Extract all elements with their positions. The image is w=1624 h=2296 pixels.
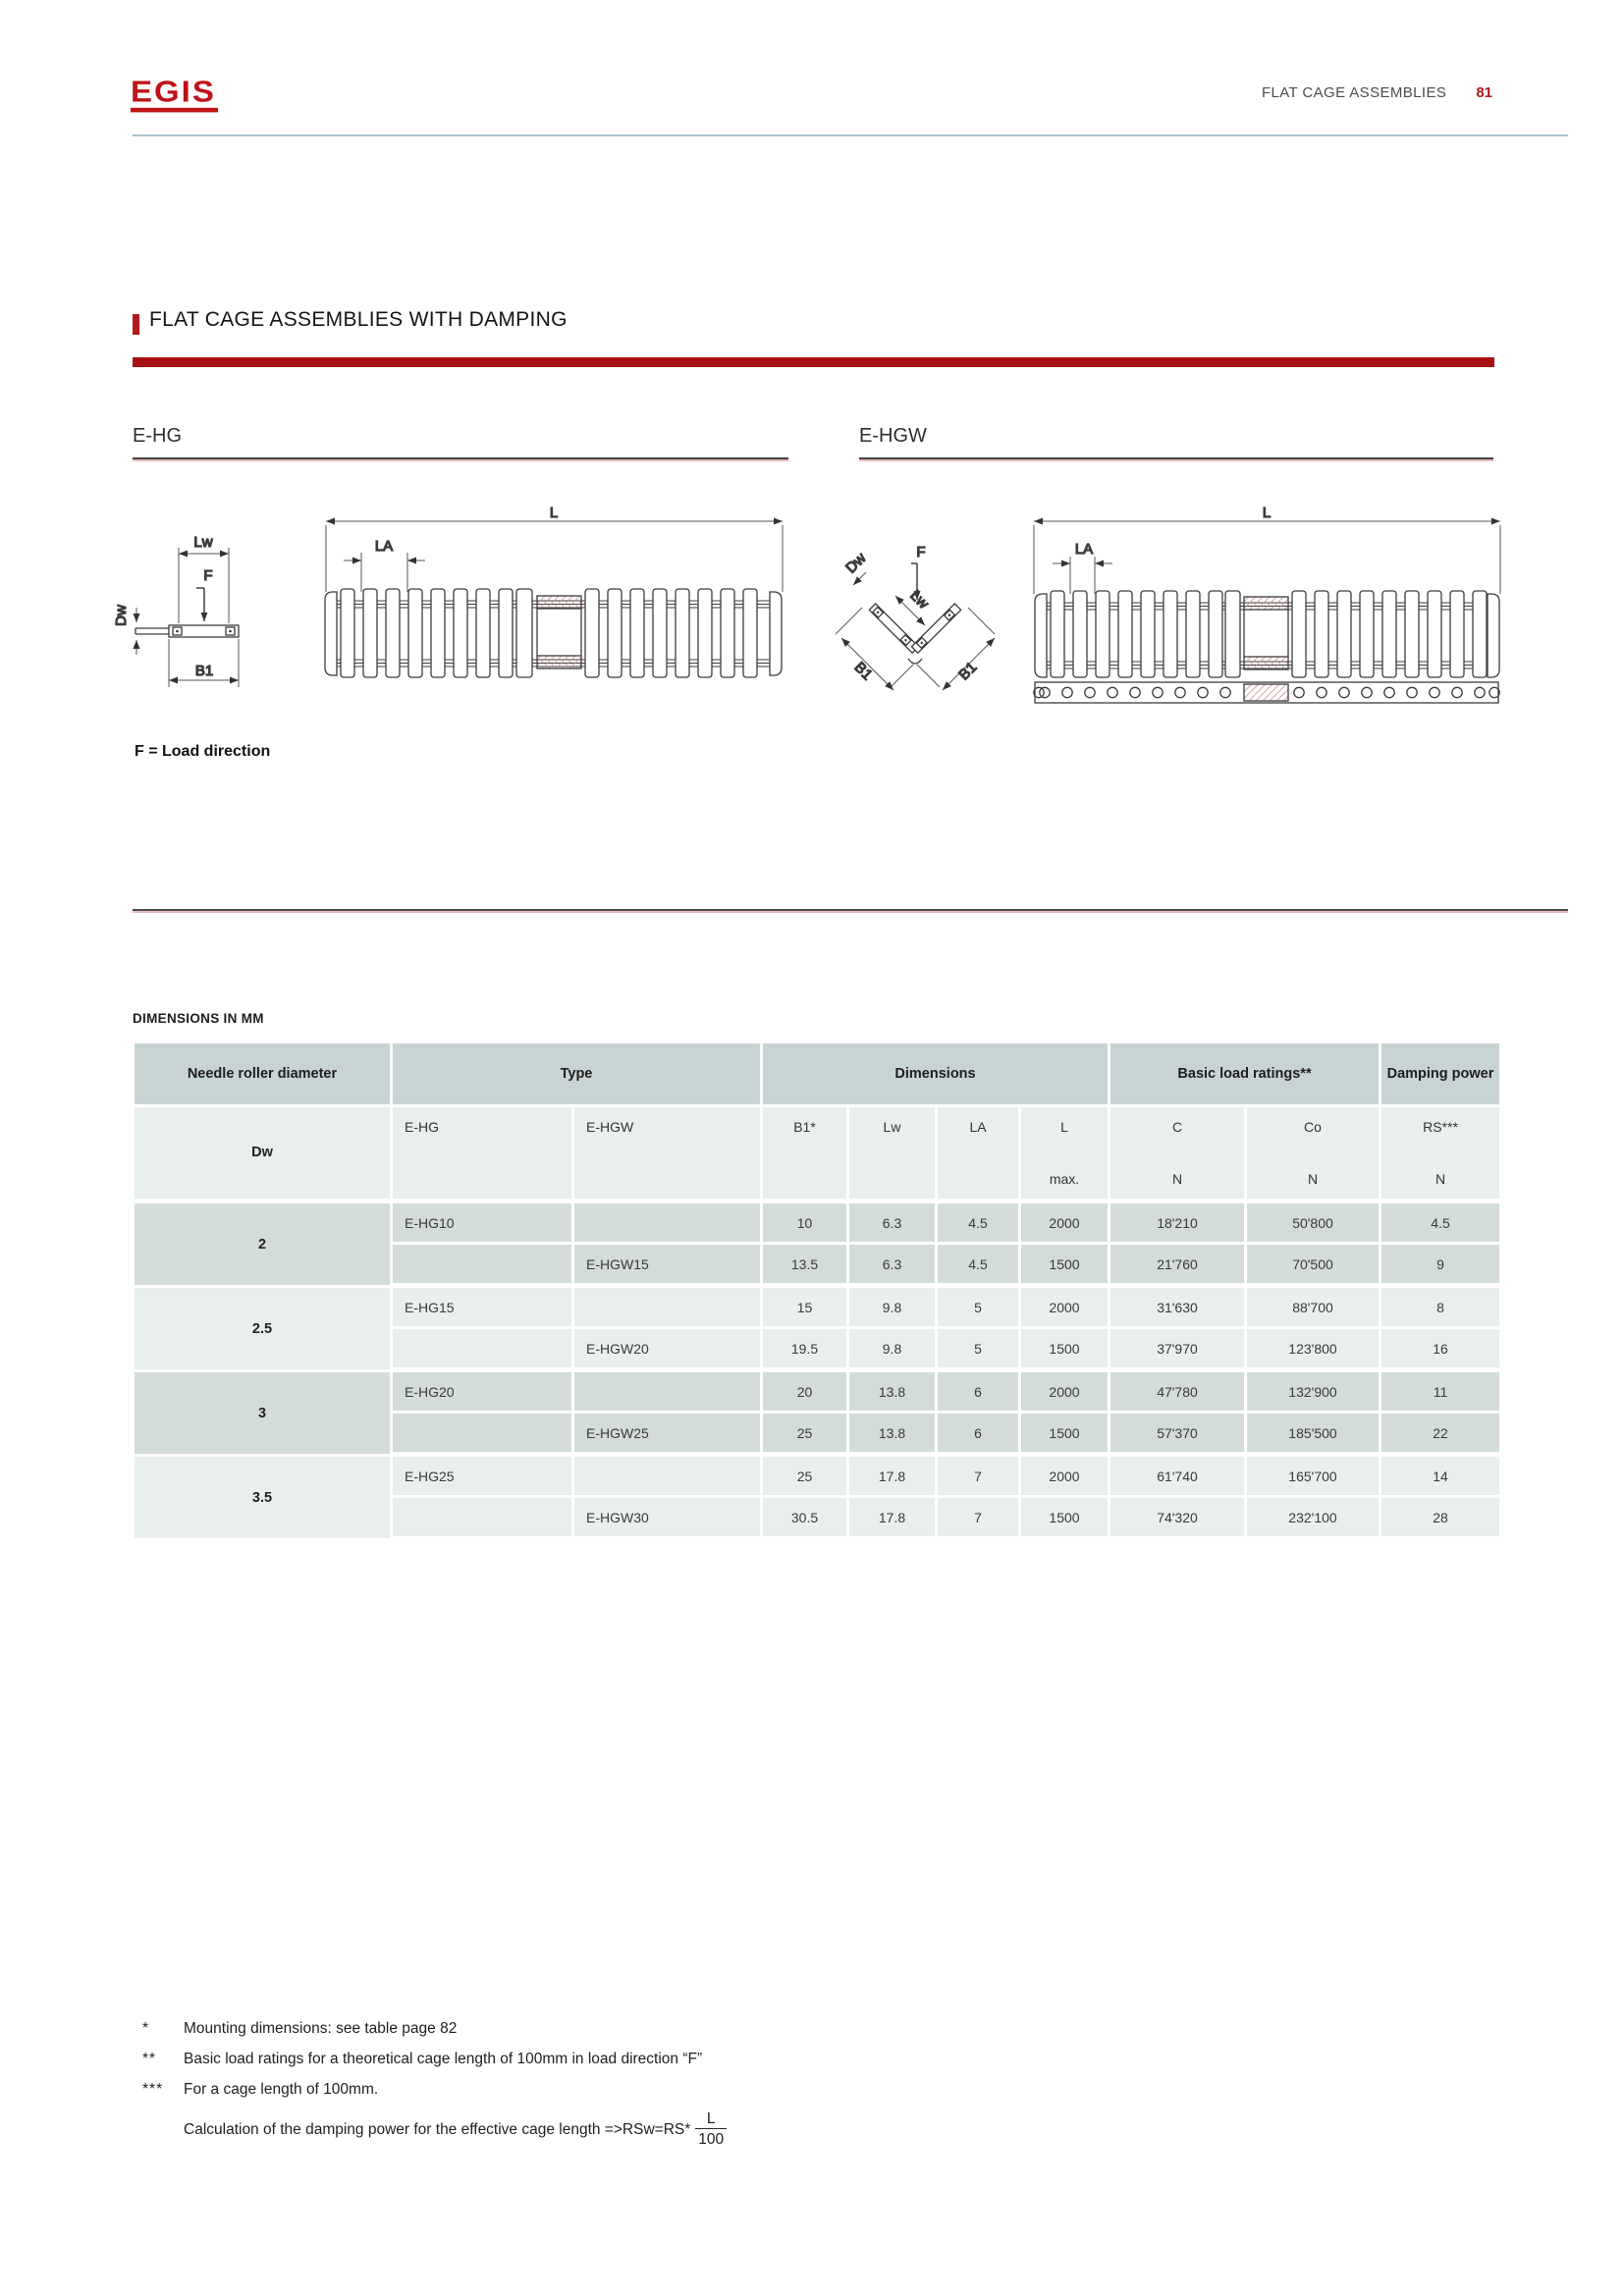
cell-c: 31'630 bbox=[1110, 1288, 1247, 1329]
cell-dw: 2.5 bbox=[135, 1288, 393, 1372]
cell-lw: 9.8 bbox=[849, 1288, 938, 1329]
colgroup-damping-power: Damping power bbox=[1381, 1043, 1502, 1107]
cell-ehg-type bbox=[393, 1245, 574, 1288]
colgroup-needle-roller-diameter: Needle roller diameter bbox=[135, 1043, 393, 1107]
footnote-marker: *** bbox=[142, 2081, 164, 2098]
ehg-heading: E-HG bbox=[133, 425, 182, 447]
cell-ehgw-type: E-HGW30 bbox=[574, 1498, 763, 1541]
cell-ehg-type bbox=[393, 1329, 574, 1372]
ehgw-cross-section bbox=[836, 544, 995, 690]
cell-l: 2000 bbox=[1021, 1457, 1110, 1498]
ehgw-dim-f: F bbox=[916, 544, 926, 561]
cell-l: 1500 bbox=[1021, 1498, 1110, 1541]
mid-divider bbox=[133, 909, 1568, 911]
footnote-marker: ** bbox=[142, 2051, 157, 2067]
formula-fraction bbox=[695, 2109, 727, 2149]
formula-numerator: L bbox=[706, 2110, 716, 2127]
subheader-b1: B1* bbox=[763, 1107, 849, 1203]
subheader-l: L max. bbox=[1021, 1107, 1110, 1203]
footnote-item bbox=[142, 2018, 1026, 2039]
colgroup-dimensions: Dimensions bbox=[763, 1043, 1110, 1107]
table-row bbox=[135, 1203, 1502, 1245]
header-divider bbox=[133, 134, 1568, 136]
running-header bbox=[982, 84, 1492, 101]
colgroup-type: Type bbox=[393, 1043, 763, 1107]
subheader-co-unit: N bbox=[1307, 1171, 1319, 1187]
subheader-co: Co N bbox=[1247, 1107, 1381, 1203]
cell-c: 57'370 bbox=[1110, 1414, 1247, 1457]
ehgw-dim-dw: Dw bbox=[842, 550, 870, 577]
cell-lw: 9.8 bbox=[849, 1329, 938, 1372]
cell-rs: 4.5 bbox=[1381, 1203, 1502, 1245]
cell-ehg-type: E-HG15 bbox=[393, 1288, 574, 1329]
cell-co: 232'100 bbox=[1247, 1498, 1381, 1541]
table-title: DIMENSIONS IN MM bbox=[133, 1011, 264, 1026]
cell-co: 70'500 bbox=[1247, 1245, 1381, 1288]
ehg-dim-l: L bbox=[549, 506, 559, 521]
table-row bbox=[135, 1457, 1502, 1498]
cell-dw: 3 bbox=[135, 1372, 393, 1457]
ehg-side-view bbox=[325, 506, 783, 677]
subheader-la: LA bbox=[938, 1107, 1021, 1203]
subheader-dw: Dw bbox=[135, 1107, 393, 1203]
cell-b1: 25 bbox=[763, 1457, 849, 1498]
ehgw-dim-la: LA bbox=[1074, 541, 1094, 558]
cell-co: 123'800 bbox=[1247, 1329, 1381, 1372]
cell-dw: 3.5 bbox=[135, 1457, 393, 1541]
ehgw-dim-l: L bbox=[1262, 506, 1272, 521]
cell-ehgw-type bbox=[574, 1288, 763, 1329]
cell-c: 61'740 bbox=[1110, 1457, 1247, 1498]
cell-ehg-type: E-HG20 bbox=[393, 1372, 574, 1414]
table-row bbox=[135, 1288, 1502, 1329]
footnote-marker: * bbox=[142, 2020, 150, 2037]
page-title: FLAT CAGE ASSEMBLIES WITH DAMPING bbox=[149, 308, 568, 331]
cell-rs: 8 bbox=[1381, 1288, 1502, 1329]
cell-c: 18'210 bbox=[1110, 1203, 1247, 1245]
cell-lw: 17.8 bbox=[849, 1498, 938, 1541]
footnote-item bbox=[142, 2049, 1026, 2069]
cell-b1: 25 bbox=[763, 1414, 849, 1457]
cell-la: 7 bbox=[938, 1457, 1021, 1498]
cell-c: 47'780 bbox=[1110, 1372, 1247, 1414]
cell-rs: 9 bbox=[1381, 1245, 1502, 1288]
cell-ehgw-type: E-HGW15 bbox=[574, 1245, 763, 1288]
subheader-lw: Lw bbox=[849, 1107, 938, 1203]
subheader-ehgw: E-HGW bbox=[574, 1107, 763, 1203]
cell-c: 21'760 bbox=[1110, 1245, 1247, 1288]
cell-l: 1500 bbox=[1021, 1414, 1110, 1457]
colgroup-basic-load-ratings: Basic load ratings** bbox=[1110, 1043, 1381, 1107]
ehgw-dim-lw: Lw bbox=[906, 587, 932, 613]
cell-ehg-type: E-HG25 bbox=[393, 1457, 574, 1498]
ehg-heading-rule bbox=[133, 457, 788, 459]
cell-ehgw-type bbox=[574, 1203, 763, 1245]
cell-lw: 13.8 bbox=[849, 1372, 938, 1414]
subheader-c-unit: N bbox=[1171, 1171, 1183, 1187]
cell-ehg-type: E-HG10 bbox=[393, 1203, 574, 1245]
cell-ehgw-type bbox=[574, 1457, 763, 1498]
cell-la: 6 bbox=[938, 1414, 1021, 1457]
cell-l: 2000 bbox=[1021, 1288, 1110, 1329]
cell-rs: 28 bbox=[1381, 1498, 1502, 1541]
cell-rs: 22 bbox=[1381, 1414, 1502, 1457]
subheader-ehg: E-HG bbox=[393, 1107, 574, 1203]
ehg-cross-section bbox=[113, 534, 239, 687]
egis-logo: EGIS bbox=[131, 77, 218, 113]
load-direction-note: F = Load direction bbox=[135, 743, 271, 760]
cell-co: 132'900 bbox=[1247, 1372, 1381, 1414]
cell-b1: 30.5 bbox=[763, 1498, 849, 1541]
header-section-label: FLAT CAGE ASSEMBLIES bbox=[1261, 84, 1447, 101]
subheader-l-unit: max. bbox=[1049, 1171, 1080, 1187]
damping-formula-line bbox=[142, 2109, 1026, 2149]
cell-b1: 10 bbox=[763, 1203, 849, 1245]
ehgw-heading-rule bbox=[859, 457, 1493, 459]
cell-la: 6 bbox=[938, 1372, 1021, 1414]
footnote-text: For a cage length of 100mm. bbox=[184, 2081, 379, 2098]
ehg-damping-insert bbox=[537, 596, 581, 668]
page-number: 81 bbox=[1476, 84, 1492, 101]
cell-la: 5 bbox=[938, 1288, 1021, 1329]
ehgw-dim-b1-left: B1 bbox=[850, 659, 876, 684]
cell-rs: 11 bbox=[1381, 1372, 1502, 1414]
cell-la: 7 bbox=[938, 1498, 1021, 1541]
cell-l: 2000 bbox=[1021, 1203, 1110, 1245]
ehgw-drawing bbox=[833, 506, 1515, 790]
cell-ehg-type bbox=[393, 1498, 574, 1541]
ehg-dim-dw: Dw bbox=[113, 605, 130, 626]
table-row bbox=[135, 1372, 1502, 1414]
ehg-dim-lw: Lw bbox=[193, 534, 213, 551]
subheader-rs-unit: N bbox=[1435, 1171, 1446, 1187]
footnote-item bbox=[142, 2079, 1026, 2100]
cell-lw: 17.8 bbox=[849, 1457, 938, 1498]
footnotes bbox=[142, 2018, 1026, 2159]
ehgw-damping-insert bbox=[1244, 597, 1288, 669]
cell-lw: 6.3 bbox=[849, 1203, 938, 1245]
footnote-text: Mounting dimensions: see table page 82 bbox=[184, 2020, 458, 2037]
cell-c: 37'970 bbox=[1110, 1329, 1247, 1372]
footnote-text: Basic load ratings for a theoretical cage length of 100mm in load direction “F” bbox=[184, 2051, 703, 2067]
cell-lw: 13.8 bbox=[849, 1414, 938, 1457]
cell-b1: 15 bbox=[763, 1288, 849, 1329]
dimensions-table bbox=[135, 1043, 1502, 1541]
cell-rs: 14 bbox=[1381, 1457, 1502, 1498]
ehg-dim-b1: B1 bbox=[194, 663, 214, 679]
cell-b1: 19.5 bbox=[763, 1329, 849, 1372]
cell-co: 165'700 bbox=[1247, 1457, 1381, 1498]
ehg-dim-la: LA bbox=[374, 538, 394, 555]
cell-l: 1500 bbox=[1021, 1329, 1110, 1372]
cell-co: 185'500 bbox=[1247, 1414, 1381, 1457]
cell-la: 4.5 bbox=[938, 1245, 1021, 1288]
formula-prefix: Calculation of the damping power for the effective cage length =>RSw=RS* bbox=[184, 2120, 691, 2138]
cell-la: 5 bbox=[938, 1329, 1021, 1372]
cell-ehgw-type: E-HGW20 bbox=[574, 1329, 763, 1372]
cell-dw: 2 bbox=[135, 1203, 393, 1288]
cell-la: 4.5 bbox=[938, 1203, 1021, 1245]
cell-b1: 20 bbox=[763, 1372, 849, 1414]
red-divider bbox=[133, 357, 1494, 367]
cell-ehg-type bbox=[393, 1414, 574, 1457]
ehgw-side-view bbox=[1034, 506, 1500, 703]
title-accent-bar bbox=[133, 314, 139, 335]
ehgw-heading: E-HGW bbox=[859, 425, 927, 447]
ehgw-bottom-rail bbox=[1034, 682, 1499, 703]
cell-rs: 16 bbox=[1381, 1329, 1502, 1372]
cell-ehgw-type bbox=[574, 1372, 763, 1414]
table-sub-header-row bbox=[135, 1107, 1502, 1203]
cell-lw: 6.3 bbox=[849, 1245, 938, 1288]
subheader-c: C N bbox=[1110, 1107, 1247, 1203]
table-group-header-row bbox=[135, 1043, 1502, 1107]
cell-co: 88'700 bbox=[1247, 1288, 1381, 1329]
cell-l: 1500 bbox=[1021, 1245, 1110, 1288]
cell-l: 2000 bbox=[1021, 1372, 1110, 1414]
cell-c: 74'320 bbox=[1110, 1498, 1247, 1541]
ehgw-dim-b1-right: B1 bbox=[955, 659, 981, 684]
ehg-dim-f: F bbox=[203, 567, 213, 584]
subheader-rs: RS*** N bbox=[1381, 1107, 1502, 1203]
cell-b1: 13.5 bbox=[763, 1245, 849, 1288]
cell-co: 50'800 bbox=[1247, 1203, 1381, 1245]
cell-ehgw-type: E-HGW25 bbox=[574, 1414, 763, 1457]
formula-denominator: 100 bbox=[695, 2128, 727, 2149]
